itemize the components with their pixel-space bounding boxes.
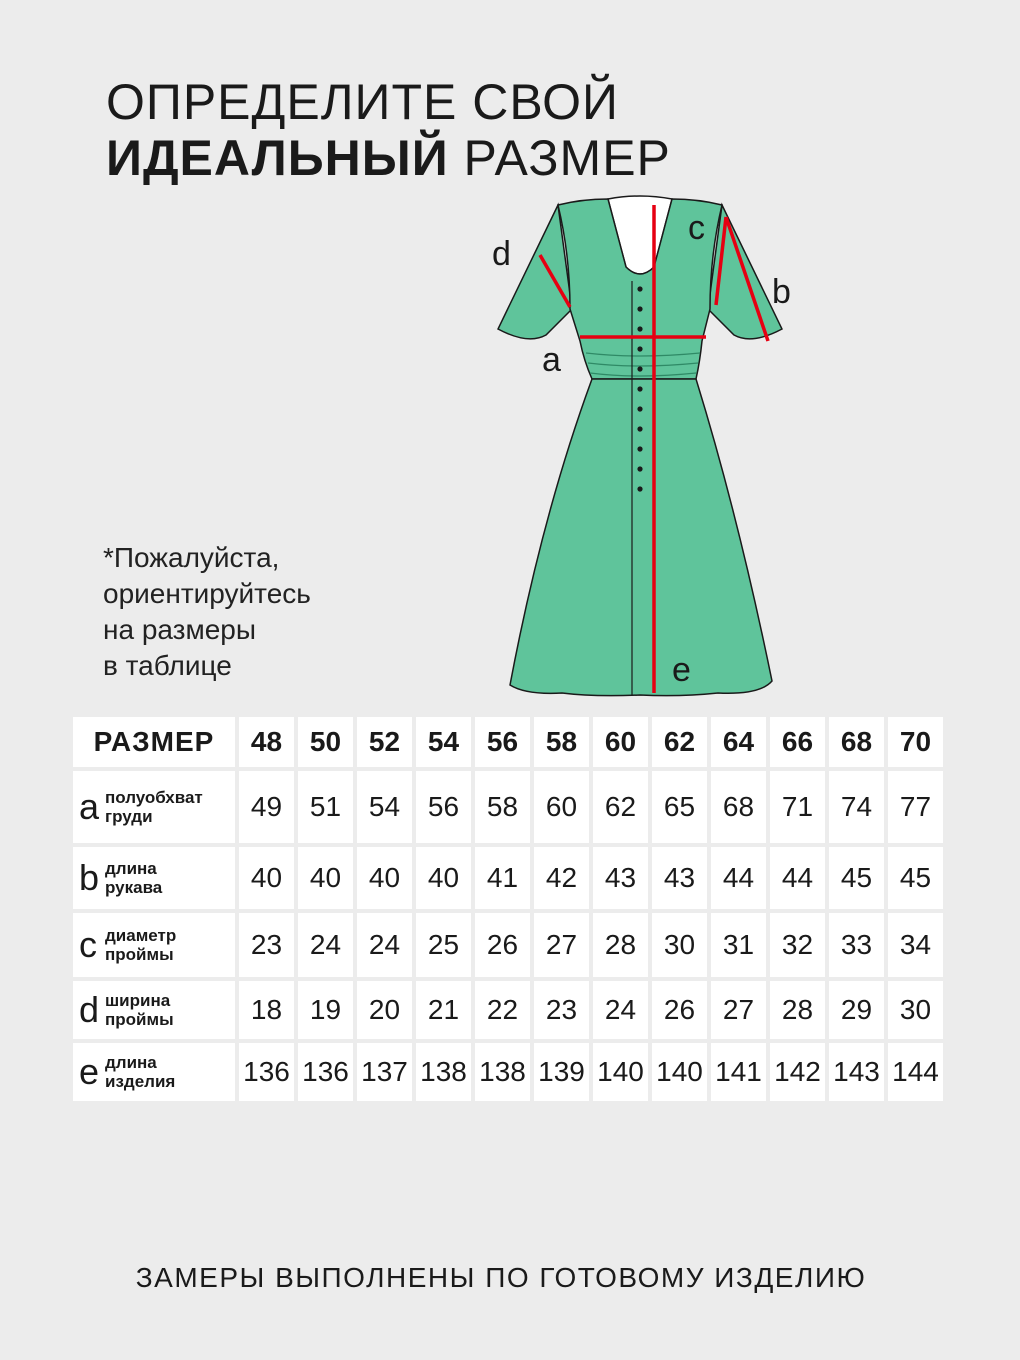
row-label — [73, 1043, 235, 1101]
size-header-cell: 70 — [888, 717, 943, 767]
table-cell: 27 — [711, 981, 766, 1039]
table-cell: 139 — [534, 1043, 589, 1101]
table-cell: 141 — [711, 1043, 766, 1101]
row-label — [73, 847, 235, 909]
table-cell: 49 — [239, 771, 294, 843]
row-letter: b — [79, 857, 100, 898]
table-cell: 42 — [534, 847, 589, 909]
label-a: a — [542, 341, 561, 379]
table-cell: 144 — [888, 1043, 943, 1101]
row-desc-line: длина — [105, 859, 157, 878]
table-cell: 71 — [770, 771, 825, 843]
row-label — [73, 771, 235, 843]
table-cell: 65 — [652, 771, 707, 843]
table-cell: 62 — [593, 771, 648, 843]
row-description — [105, 788, 203, 826]
size-header-cell: 64 — [711, 717, 766, 767]
table-cell: 136 — [239, 1043, 294, 1101]
label-e: e — [672, 651, 691, 689]
table-cell: 142 — [770, 1043, 825, 1101]
row-desc-line: проймы — [105, 945, 174, 964]
row-letter: a — [79, 786, 100, 827]
table-cell: 138 — [416, 1043, 471, 1101]
title-line-1: ОПРЕДЕЛИТЕ СВОЙ — [106, 74, 619, 130]
table-row — [73, 1043, 943, 1101]
size-header-cell: 62 — [652, 717, 707, 767]
table-cell: 136 — [298, 1043, 353, 1101]
table-row — [73, 771, 943, 843]
table-cell: 51 — [298, 771, 353, 843]
table-cell: 43 — [593, 847, 648, 909]
label-d: d — [492, 235, 511, 273]
table-cell: 28 — [593, 913, 648, 977]
table-row — [73, 981, 943, 1039]
size-header-cell: 68 — [829, 717, 884, 767]
table-cell: 143 — [829, 1043, 884, 1101]
table-cell: 44 — [711, 847, 766, 909]
table-cell: 20 — [357, 981, 412, 1039]
table-cell: 29 — [829, 981, 884, 1039]
size-header-cell: 54 — [416, 717, 471, 767]
table-cell: 31 — [711, 913, 766, 977]
row-desc-line: изделия — [105, 1072, 176, 1091]
size-header-cell: 60 — [593, 717, 648, 767]
title-line-2 — [106, 130, 671, 186]
row-desc-line: длина — [105, 1053, 157, 1072]
table-cell: 54 — [357, 771, 412, 843]
note-line: *Пожалуйста, — [103, 542, 280, 573]
sizing-note — [103, 540, 311, 684]
size-table — [69, 713, 947, 1105]
label-b: b — [772, 273, 791, 311]
table-cell: 56 — [416, 771, 471, 843]
table-cell: 26 — [652, 981, 707, 1039]
row-desc-line: полуобхват — [105, 788, 203, 807]
row-description — [105, 991, 174, 1029]
row-letter: e — [79, 1051, 100, 1092]
title-bold-word: ИДЕАЛЬНЫЙ — [106, 130, 449, 186]
row-desc-line: диаметр — [105, 926, 177, 945]
table-cell: 25 — [416, 913, 471, 977]
table-cell: 41 — [475, 847, 530, 909]
table-cell: 138 — [475, 1043, 530, 1101]
size-header-label: РАЗМЕР — [73, 717, 235, 767]
table-cell: 18 — [239, 981, 294, 1039]
size-header-cell: 48 — [239, 717, 294, 767]
footer-note: ЗАМЕРЫ ВЫПОЛНЕНЫ ПО ГОТОВОМУ ИЗДЕЛИЮ — [135, 1262, 867, 1293]
row-label — [73, 913, 235, 977]
size-header-cell: 50 — [298, 717, 353, 767]
table-cell: 40 — [298, 847, 353, 909]
table-cell: 60 — [534, 771, 589, 843]
note-line: на размеры — [103, 614, 257, 645]
row-description — [105, 926, 176, 964]
table-cell: 30 — [888, 981, 943, 1039]
row-desc-line: ширина — [105, 991, 171, 1010]
table-cell: 40 — [416, 847, 471, 909]
row-desc-line: проймы — [105, 1010, 174, 1029]
table-cell: 40 — [357, 847, 412, 909]
size-header-cell: 52 — [357, 717, 412, 767]
size-header-cell: 66 — [770, 717, 825, 767]
note-line: в таблице — [103, 650, 232, 681]
table-cell: 24 — [593, 981, 648, 1039]
table-cell: 137 — [357, 1043, 412, 1101]
table-cell: 43 — [652, 847, 707, 909]
table-cell: 45 — [888, 847, 943, 909]
table-cell: 28 — [770, 981, 825, 1039]
page-title — [106, 74, 671, 186]
table-cell: 68 — [711, 771, 766, 843]
table-cell: 140 — [593, 1043, 648, 1101]
size-header-row — [73, 717, 943, 767]
label-c: c — [688, 209, 705, 247]
table-cell: 24 — [298, 913, 353, 977]
table-cell: 34 — [888, 913, 943, 977]
table-cell: 26 — [475, 913, 530, 977]
row-label — [73, 981, 235, 1039]
table-cell: 23 — [239, 913, 294, 977]
table-cell: 22 — [475, 981, 530, 1039]
table-cell: 19 — [298, 981, 353, 1039]
row-description — [105, 1053, 175, 1091]
dress-skirt — [510, 379, 772, 696]
row-desc-line: рукава — [105, 878, 163, 897]
table-row — [73, 913, 943, 977]
size-header-cell: 56 — [475, 717, 530, 767]
table-cell: 21 — [416, 981, 471, 1039]
table-cell: 30 — [652, 913, 707, 977]
note-line: ориентируйтесь — [103, 578, 311, 609]
row-letter: d — [79, 989, 100, 1030]
table-cell: 24 — [357, 913, 412, 977]
table-cell: 44 — [770, 847, 825, 909]
table-cell: 32 — [770, 913, 825, 977]
table-cell: 77 — [888, 771, 943, 843]
table-cell: 33 — [829, 913, 884, 977]
dress-diagram — [470, 185, 810, 705]
title-rest: РАЗМЕР — [448, 130, 671, 186]
table-cell: 58 — [475, 771, 530, 843]
row-desc-line: груди — [105, 807, 153, 826]
row-letter: c — [79, 924, 97, 965]
table-cell: 140 — [652, 1043, 707, 1101]
table-cell: 45 — [829, 847, 884, 909]
table-cell: 40 — [239, 847, 294, 909]
table-cell: 27 — [534, 913, 589, 977]
table-cell: 23 — [534, 981, 589, 1039]
table-cell: 74 — [829, 771, 884, 843]
row-description — [105, 859, 162, 897]
table-row — [73, 847, 943, 909]
size-header-cell: 58 — [534, 717, 589, 767]
